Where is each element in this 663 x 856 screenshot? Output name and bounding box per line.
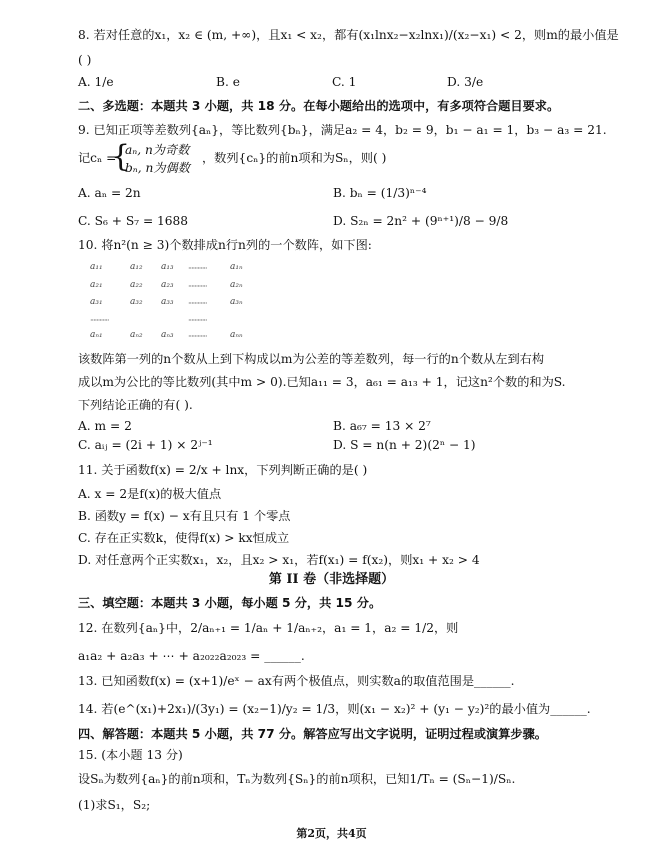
q10-option-a: A. m = 2 [78,419,132,433]
q9-option-d: D. S₂ₙ = 2n² + (9ⁿ⁺¹)/8 − 9/8 [333,214,509,228]
q11-option-a: A. x = 2是f(x)的极大值点 [78,487,222,501]
matrix-cell: a₁₁ [90,262,103,272]
q13-stem: 13. 已知函数f(x) = (x+1)/eˣ − ax有两个极值点，则实数a的取值范围是______. [78,674,515,688]
matrix-cell: a₃₁ [90,297,103,307]
q10-para-3: 下列结论正确的有( ). [78,398,193,412]
matrix-cell: a₂ₙ [230,280,243,290]
matrix-cell: aₙ₂ [130,330,143,340]
q11-stem: 11. 关于函数f(x) = 2/x + lnx，下列判断正确的是( ) [78,463,368,477]
q12-line-2: a₁a₂ + a₂a₃ + ⋯ + a₂₀₂₂a₂₀₂₃ = ______. [78,649,305,663]
q8-option-c: C. 1 [332,75,357,89]
matrix-cell: a₁₃ [161,262,174,272]
q11-option-c: C. 存在正实数k，使得f(x) > kx恒成立 [78,531,290,545]
matrix-cell: a₂₁ [90,280,103,290]
q14-stem: 14. 若(e^(x₁)+2x₁)/(3y₁) = (x₂−1)/y₂ = 1/3，则(x₁ − x₂)² + (y₁ − y₂)²的最小值为______. [78,702,591,716]
q8-option-d: D. 3/e [447,75,484,89]
matrix-cell: a₁₂ [130,262,143,272]
q10-option-d: D. S = n(n + 2)(2ⁿ − 1) [333,438,476,452]
section-3-heading: 三、填空题：本题共 3 小题，每小题 5 分，共 15 分。 [78,596,382,610]
matrix-cell: aₙ₁ [90,330,103,340]
matrix-dots: ············ [188,316,207,325]
matrix-dots: ············ [188,282,207,291]
q10-option-b: B. a₆₇ = 13 × 2⁷ [333,419,431,433]
q9-case-even: bₙ, n为偶数 [125,161,190,175]
matrix-cell: aₙ₃ [161,330,174,340]
q9-stem: 9. 已知正项等差数列{aₙ}，等比数列{bₙ}，满足a₂ = 4，b₂ = 9，b₁ − a₁ = 1，b₃ − a₃ = 21. [78,123,607,137]
matrix-cell: a₂₃ [161,280,174,290]
q9-def-prefix: 记cₙ = [78,151,117,165]
matrix-cell: a₃ₙ [230,297,243,307]
q8-paren: ( ) [78,53,92,67]
q9-def-suffix: ，数列{cₙ}的前n项和为Sₙ，则( ) [202,151,387,165]
q10-para-1: 该数阵第一列的n个数从上到下构成以m为公差的等差数列，每一行的n个数从左到右构 [78,352,545,366]
q8-option-a: A. 1/e [78,75,114,89]
matrix-cell: aₙₙ [230,330,243,340]
q8-option-b: B. e [216,75,240,89]
q11-option-d: D. 对任意两个正实数x₁，x₂，且x₂ > x₁，若f(x₁) = f(x₂)，则x₁ + x₂ > 4 [78,553,480,567]
q9-option-a: A. aₙ = 2n [78,186,141,200]
q10-para-2: 成以m为公比的等比数列(其中m > 0).已知a₁₁ = 3，a₆₁ = a₁₃ + 1，记这n²个数的和为S. [78,375,566,389]
matrix-dots: ············ [188,299,207,308]
matrix-cell: a₂₂ [130,280,143,290]
matrix-dots: ············ [188,332,207,341]
part-2-title: 第 II 卷（非选择题） [268,572,395,587]
q15-stem: 设Sₙ为数列{aₙ}的前n项和，Tₙ为数列{Sₙ}的前n项积，已知1/Tₙ = (Sₙ−1)/Sₙ. [78,772,516,786]
q9-case-odd: aₙ, n为奇数 [125,143,190,157]
q9-option-c: C. S₆ + S₇ = 1688 [78,214,189,228]
q15-part-1: (1)求S₁，S₂; [78,798,151,812]
q15-head: 15. (本小题 13 分) [78,748,183,762]
matrix-dots: ············ [188,264,207,273]
matrix-cell: a₁ₙ [230,262,243,272]
matrix-cell: a₃₃ [161,297,174,307]
q11-option-b: B. 函数y = f(x) − x有且只有 1 个零点 [78,509,291,523]
matrix-cell: a₃₂ [130,297,143,307]
q12-stem: 12. 在数列{aₙ}中，2/aₙ₊₁ = 1/aₙ + 1/aₙ₊₂，a₁ = 1，a₂ = 1/2，则 [78,621,459,635]
q8-stem: 8. 若对任意的x₁，x₂ ∈ (m, +∞)，且x₁ < x₂，都有(x₁lnx₂−x₂lnx₁)/(x₂−x₁) < 2，则m的最小值是 [78,28,619,42]
matrix-dots: ············ [90,316,109,325]
section-2-heading: 二、多选题：本题共 3 小题，共 18 分。在每小题给出的选项中，有多项符合题目要求。 [78,99,560,113]
q10-option-c: C. aᵢⱼ = (2i + 1) × 2ʲ⁻¹ [78,438,213,452]
page-footer: 第2页，共4页 [296,827,367,840]
q9-option-b: B. bₙ = (1/3)ⁿ⁻⁴ [333,186,427,200]
section-4-heading: 四、解答题：本题共 5 小题，共 77 分。解答应写出文字说明，证明过程或演算步骤。 [78,727,547,741]
q10-stem: 10. 将n²(n ≥ 3)个数排成n行n列的一个数阵，如下图: [78,238,372,252]
q9-brace: { [111,139,131,174]
